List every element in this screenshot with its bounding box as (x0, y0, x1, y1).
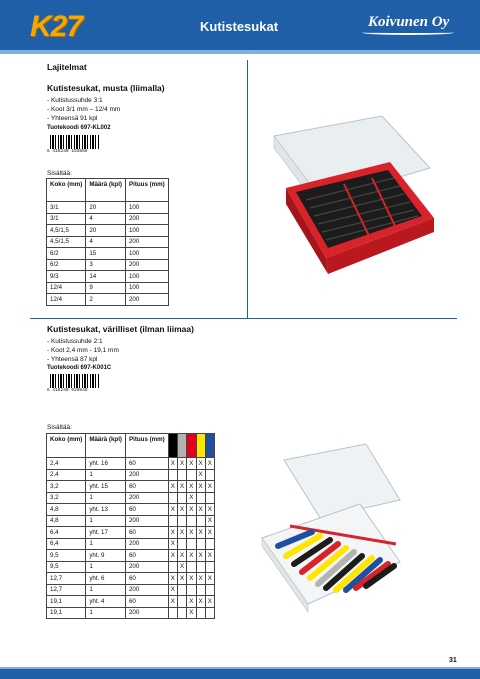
table-cell: 200 (125, 561, 168, 573)
product2-barcode-number: 6 416240 920840 (47, 388, 88, 393)
table-cell (187, 469, 196, 481)
table-cell: X (205, 504, 214, 516)
table-cell: yht. 13 (86, 504, 126, 516)
section-divider (30, 318, 457, 319)
table-cell: 4,5/1,5 (47, 236, 86, 248)
table-cell: X (168, 458, 177, 470)
product1-barcode (50, 135, 100, 149)
table-row (47, 202, 169, 214)
table-cell: yht. 15 (86, 481, 126, 493)
table-row (47, 573, 215, 585)
table-cell: 200 (125, 469, 168, 481)
table-header: Pituus (mm) (125, 434, 168, 458)
table-cell: 100 (125, 282, 168, 294)
table-cell: 2,4 (47, 469, 86, 481)
table-row (47, 607, 215, 619)
table-row (47, 225, 169, 237)
product2-bullet: - Kutistussuhde 2:1 (47, 338, 103, 345)
page-title: Kutistesukat (200, 19, 279, 34)
table-cell (178, 584, 187, 596)
table-cell: X (168, 584, 177, 596)
table-row (47, 550, 215, 562)
table-cell: 200 (125, 584, 168, 596)
table-cell: 12/4 (47, 282, 86, 294)
table-cell (205, 538, 214, 550)
table-cell: X (205, 596, 214, 608)
table-row (47, 248, 169, 260)
table-cell: X (187, 596, 196, 608)
table-row (47, 294, 169, 306)
koivunen-logo: Koivunen Oy (368, 14, 450, 30)
table-cell (178, 515, 187, 527)
table-cell (196, 584, 205, 596)
product2-bullet: - Yhteensä 87 kpl (47, 356, 98, 363)
table-row (47, 504, 215, 516)
table-cell: X (196, 550, 205, 562)
table-cell: X (178, 481, 187, 493)
table-cell: yht. 16 (86, 458, 126, 470)
color-swatch-yellow (196, 434, 205, 458)
product1-code: Tuotekoodi 697-KL002 (47, 125, 111, 131)
product1-bullet: - Kutistussuhde 3:1 (47, 97, 103, 104)
color-swatch-blue (205, 434, 214, 458)
table-row (47, 596, 215, 608)
table-cell: 9 (86, 282, 126, 294)
product1-title: Kutistesukat, musta (liimalla) (47, 83, 165, 93)
table-cell: X (178, 504, 187, 516)
table-cell: X (205, 458, 214, 470)
table-cell: X (187, 481, 196, 493)
table-cell: 4,8 (47, 515, 86, 527)
table-cell: X (205, 550, 214, 562)
table-cell: 6,4 (47, 527, 86, 539)
table-cell (196, 561, 205, 573)
table-cell: X (187, 550, 196, 562)
table-cell: X (196, 458, 205, 470)
table-cell: 1 (86, 492, 126, 504)
table-cell: 1 (86, 538, 126, 550)
table-cell: 100 (125, 248, 168, 260)
table-cell: X (178, 573, 187, 585)
table-cell: X (205, 527, 214, 539)
table-cell (196, 538, 205, 550)
table-cell: 4 (86, 213, 126, 225)
table-cell: X (205, 481, 214, 493)
table-cell: X (168, 573, 177, 585)
product2-code: Tuotekoodi 697-K001C (47, 365, 112, 371)
table-cell: X (196, 504, 205, 516)
table-cell: 60 (125, 504, 168, 516)
product1-contains-label: Sisältää: (47, 170, 72, 177)
table-cell: 1 (86, 584, 126, 596)
table-cell: 3,2 (47, 492, 86, 504)
table-header: Koko (mm) (47, 179, 86, 202)
table-cell: X (178, 527, 187, 539)
table-cell (178, 607, 187, 619)
table-cell: 4,5/1,5 (47, 225, 86, 237)
table-cell: 9,5 (47, 561, 86, 573)
table-cell: X (196, 481, 205, 493)
table-header: Määrä (kpl) (86, 179, 126, 202)
table-cell (196, 492, 205, 504)
product1-bullet: - Yhteensä 91 kpl (47, 115, 98, 122)
table-row (47, 213, 169, 225)
table-cell: 60 (125, 596, 168, 608)
table-cell: 2,4 (47, 458, 86, 470)
table-cell: X (187, 458, 196, 470)
product1-barcode-number: 6 416240 103859 (47, 149, 88, 154)
table-cell (178, 492, 187, 504)
table-cell: 3/1 (47, 213, 86, 225)
table-row (47, 271, 169, 283)
table-header: Koko (mm) (47, 434, 86, 458)
page-number: 31 (449, 657, 457, 664)
black-sleeve-kit-photo (262, 108, 438, 280)
table-cell: 12,7 (47, 584, 86, 596)
table-cell: X (205, 515, 214, 527)
table-cell: 60 (125, 458, 168, 470)
table-cell: 200 (125, 213, 168, 225)
product2-barcode (50, 374, 100, 388)
table-cell: 12,7 (47, 573, 86, 585)
table-cell (178, 538, 187, 550)
table-cell (187, 561, 196, 573)
table-cell: 4,8 (47, 504, 86, 516)
table-cell: yht. 4 (86, 596, 126, 608)
table-cell: 100 (125, 225, 168, 237)
table-row (47, 282, 169, 294)
table-cell: 60 (125, 527, 168, 539)
table-cell (178, 596, 187, 608)
table-cell: 200 (125, 607, 168, 619)
table-cell: 1 (86, 561, 126, 573)
table-cell: 19,1 (47, 607, 86, 619)
table-cell: 15 (86, 248, 126, 260)
table-row (47, 236, 169, 248)
table-cell: X (196, 469, 205, 481)
color-swatch-red (187, 434, 196, 458)
table-cell: 200 (125, 515, 168, 527)
table-cell (187, 584, 196, 596)
table-cell: 1 (86, 515, 126, 527)
table-cell (168, 515, 177, 527)
table-cell: X (205, 573, 214, 585)
column-divider (247, 60, 248, 318)
logo-swoosh (362, 30, 454, 35)
table-cell: 1 (86, 607, 126, 619)
table-cell: X (178, 458, 187, 470)
table-cell: 20 (86, 225, 126, 237)
table-cell (196, 515, 205, 527)
product1-bullet: - Koot 3/1 mm – 12/4 mm (47, 106, 121, 113)
table-cell: yht. 17 (86, 527, 126, 539)
table-row (47, 481, 215, 493)
table-row (47, 538, 215, 550)
table-cell (205, 584, 214, 596)
table-cell: 6/2 (47, 259, 86, 271)
table-cell: 60 (125, 550, 168, 562)
table-cell: X (168, 504, 177, 516)
table-cell: 4 (86, 236, 126, 248)
table-cell: 3 (86, 259, 126, 271)
color-swatch-gray (178, 434, 187, 458)
product1-bullets (47, 96, 120, 123)
table-row (47, 469, 215, 481)
table-cell: X (168, 527, 177, 539)
table-cell: 6/2 (47, 248, 86, 260)
table-cell: 3/1 (47, 202, 86, 214)
table-cell: 200 (125, 236, 168, 248)
table-cell: X (168, 481, 177, 493)
table-cell: X (196, 596, 205, 608)
table-cell (205, 607, 214, 619)
table-cell: yht. 9 (86, 550, 126, 562)
table-header: Pituus (mm) (125, 179, 168, 202)
table-cell (168, 607, 177, 619)
k27-logo: K27 (30, 10, 83, 43)
table-cell: 100 (125, 202, 168, 214)
table-cell: 200 (125, 538, 168, 550)
table-cell (178, 469, 187, 481)
table-row (47, 584, 215, 596)
table-row (47, 458, 215, 470)
table-cell: 1 (86, 469, 126, 481)
table-row (47, 492, 215, 504)
table-cell: 200 (125, 294, 168, 306)
table-header: Määrä (kpl) (86, 434, 126, 458)
product2-bullet: - Koot 2,4 mm - 19,1 mm (47, 347, 119, 354)
product2-contains-label: Sisältää: (47, 424, 72, 431)
table-cell: X (187, 573, 196, 585)
table-cell: 3,2 (47, 481, 86, 493)
table-cell: 100 (125, 271, 168, 283)
table-cell: X (168, 550, 177, 562)
table-cell: X (187, 492, 196, 504)
product1-spec-table (46, 178, 169, 306)
table-row (47, 515, 215, 527)
table-cell: X (168, 538, 177, 550)
table-cell: yht. 6 (86, 573, 126, 585)
section-label: Lajitelmat (47, 62, 87, 72)
table-row (47, 527, 215, 539)
table-cell: 12/4 (47, 294, 86, 306)
table-row (47, 259, 169, 271)
color-swatch-black (168, 434, 177, 458)
table-cell: 20 (86, 202, 126, 214)
table-cell (205, 469, 214, 481)
table-cell: 19,1 (47, 596, 86, 608)
table-cell: 6,4 (47, 538, 86, 550)
table-cell: 200 (125, 492, 168, 504)
table-row (47, 561, 215, 573)
table-cell: X (187, 504, 196, 516)
table-cell: X (168, 596, 177, 608)
table-cell: 9,5 (47, 550, 86, 562)
product2-bullets (47, 337, 119, 364)
table-cell: X (178, 561, 187, 573)
page-footer (0, 669, 480, 679)
product2-title: Kutistesukat, värilliset (ilman liimaa) (47, 324, 194, 334)
table-cell: X (187, 607, 196, 619)
table-cell: 2 (86, 294, 126, 306)
table-cell: 60 (125, 573, 168, 585)
table-cell: X (187, 527, 196, 539)
table-cell: 60 (125, 481, 168, 493)
table-cell: 9/3 (47, 271, 86, 283)
table-cell (187, 538, 196, 550)
table-cell: X (196, 527, 205, 539)
header-stripe (0, 50, 480, 54)
product2-spec-table (46, 433, 215, 619)
table-cell (205, 492, 214, 504)
table-cell (168, 492, 177, 504)
table-cell (205, 561, 214, 573)
table-cell: 14 (86, 271, 126, 283)
table-cell (168, 469, 177, 481)
table-cell (196, 607, 205, 619)
table-cell (168, 561, 177, 573)
page-header (0, 0, 480, 50)
table-cell: X (178, 550, 187, 562)
table-cell: 200 (125, 259, 168, 271)
table-cell: X (196, 573, 205, 585)
colored-sleeve-kit-photo (250, 440, 440, 616)
table-cell (187, 515, 196, 527)
